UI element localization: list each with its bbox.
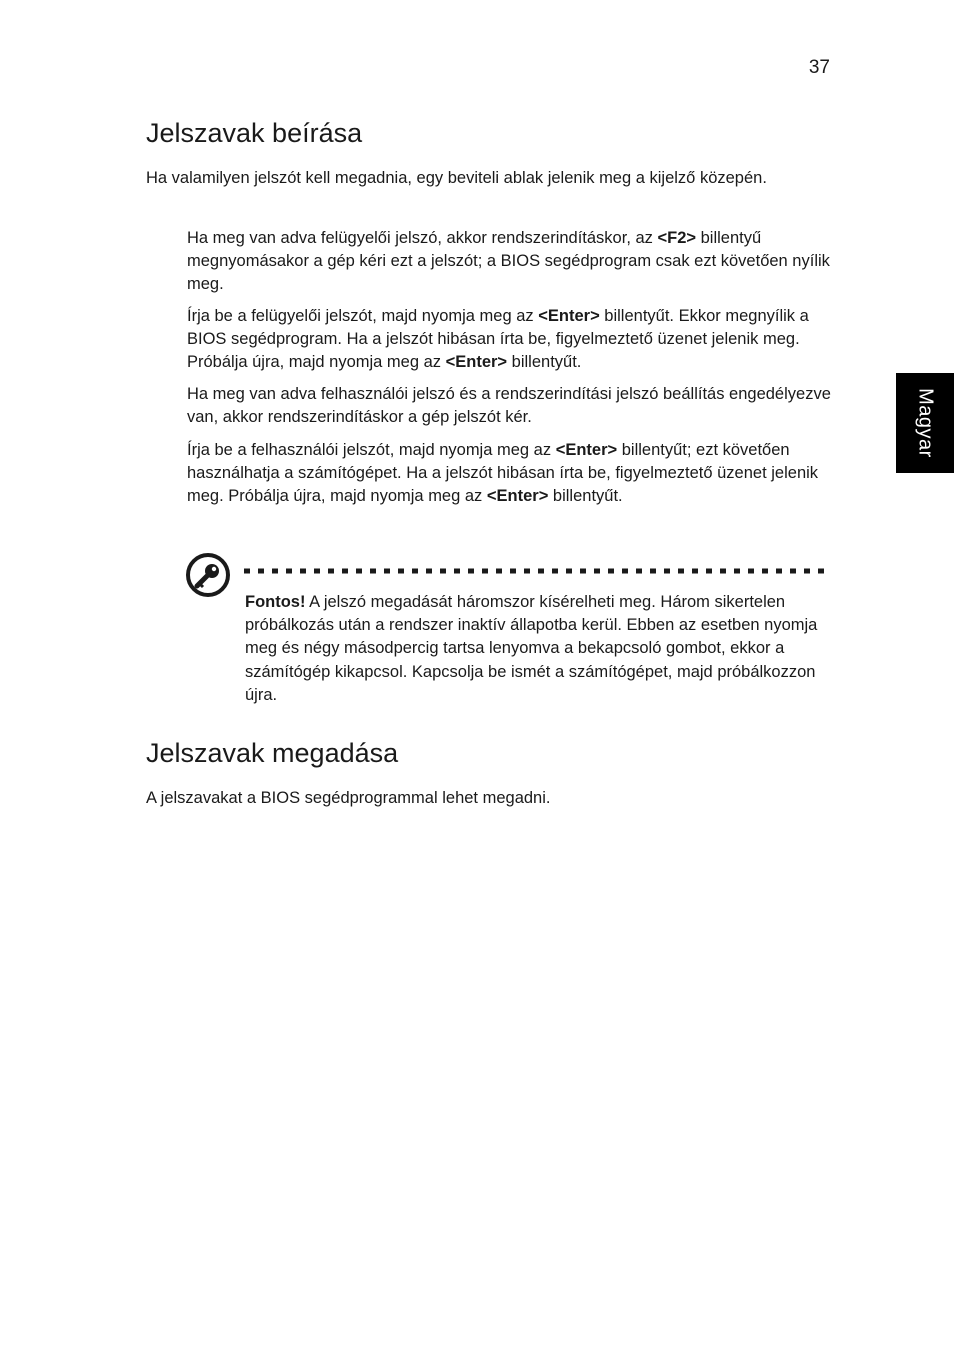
key-enter: <Enter>: [538, 307, 600, 325]
note-label: Fontos!: [245, 593, 306, 611]
section-title-entering-passwords: Jelszavak beírása: [146, 118, 363, 148]
paragraph-supervisor-password: Ha meg van adva felügyelői jelszó, akkor rendszerindításkor, az <F2> billentyű megnyomásakor a gép kéri ezt a jelszót; a BIOS segédprogram csak ezt követően nyílik meg.: [187, 229, 830, 294]
language-side-tab: [896, 373, 954, 473]
section-title-setting-passwords: Jelszavak megadása: [146, 738, 399, 768]
setting-passwords-paragraph: A jelszavakat a BIOS segédprogrammal lehet megadni.: [146, 789, 551, 807]
important-note: [245, 591, 820, 707]
key-icon: [185, 552, 231, 598]
paragraph-enter-supervisor-password: Írja be a felügyelői jelszót, majd nyomja meg az <Enter> billentyűt. Ekkor megnyílik a BIOS segédprogram. Ha a jelszót hibásan írta be, figyelmeztető üzenet jelenik meg. Próbálja újra, majd nyomja meg az <Enter> billentyűt.: [187, 307, 809, 372]
key-f2: <F2>: [657, 229, 697, 247]
note-dotted-divider: [242, 566, 826, 576]
intro-paragraph: Ha valamilyen jelszót kell megadnia, egy beviteli ablak jelenik meg a kijelző közepén.: [146, 169, 767, 187]
key-enter: <Enter>: [555, 441, 618, 459]
key-enter: <Enter>: [486, 487, 549, 506]
note-body: A jelszó megadását háromszor kísérelheti meg. Három sikertelen próbálkozás után a rendszer inaktív állapotba kerül. Ebben az esetben nyomja meg és négy másodpercig tartsa lenyomva a bekapcsoló gombot, ekkor a számítógép kikapcsol. Kapcsolja be ismét a számítógépet, majd próbálkozzon újra.: [245, 593, 818, 704]
side-tab-label: Magyar: [914, 388, 937, 458]
paragraph-enter-user-password: Írja be a felhasználói jelszót, majd nyomja meg az <Enter> billentyűt; ezt követően használhatja a számítógépet. Ha a jelszót hibásan írta be, figyelmeztető üzenet jelenik meg. Próbálja újra, majd nyomja meg az <Enter> billentyűt.: [187, 441, 819, 506]
key-enter: <Enter>: [445, 353, 508, 372]
paragraph-user-password: Ha meg van adva felhasználói jelszó és a rendszerindítási jelszó beállítás engedélyezve van, akkor rendszerindításkor a gép jelszót kér.: [187, 385, 831, 427]
page-number: 37: [808, 57, 830, 78]
